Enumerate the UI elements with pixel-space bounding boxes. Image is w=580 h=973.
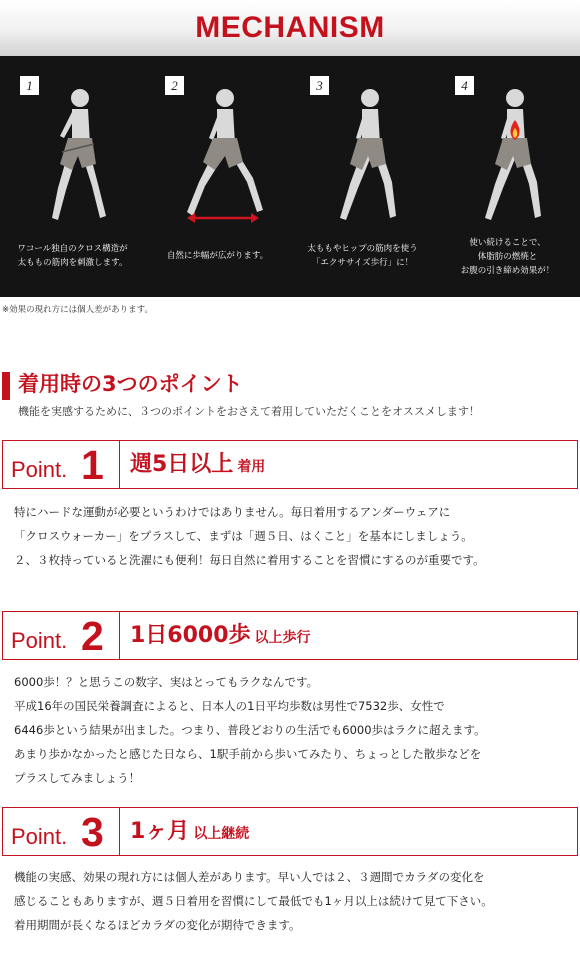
point-label bbox=[3, 612, 120, 659]
body-line: ２、３枚持っていると洗濯にも便利！毎日自然に着用することを習慣にするのが重要です。 bbox=[14, 553, 485, 567]
point-3-header bbox=[2, 807, 578, 856]
point-heading-main: 1日6000歩 bbox=[130, 623, 251, 648]
body-line: 特にハードな運動が必要というわけではありません。毎日着用するアンダーウェアに bbox=[14, 505, 451, 519]
caption-line: 「エクササイズ歩行」に！ bbox=[311, 258, 414, 268]
body-line: プラスしてみましょう！ bbox=[14, 771, 141, 785]
step-number-badge: 4 bbox=[455, 76, 474, 95]
caption-line: 太ももの筋肉を刺激します。 bbox=[17, 258, 128, 268]
step-caption bbox=[0, 242, 145, 270]
mechanism-panel bbox=[0, 56, 580, 297]
section-title: 着用時の3つのポイント bbox=[18, 372, 243, 396]
point-2-header bbox=[2, 611, 578, 660]
mechanism-step-1 bbox=[0, 56, 145, 297]
body-line: 着用期間が長くなるほどカラダの変化が期待できます。 bbox=[14, 918, 301, 932]
disclaimer-note: ※効果の現れ方には個人差があります。 bbox=[2, 305, 153, 315]
step-number-badge: 3 bbox=[310, 76, 329, 95]
body-line: 6000歩！？と思うこの数字、実はとってもラクなんです。 bbox=[14, 675, 319, 689]
caption-line: ワコール独自のクロス構造が bbox=[17, 244, 128, 254]
step-number-badge: 2 bbox=[165, 76, 184, 95]
point-heading-sub: 以上継続 bbox=[193, 826, 250, 842]
step-caption bbox=[145, 249, 290, 263]
point-label bbox=[3, 441, 120, 488]
point-1-header bbox=[2, 440, 578, 489]
walking-figure-3-illustration bbox=[312, 78, 422, 228]
section-subtitle: 機能を実感するために、３つのポイントをおさえて着用していただくことをオススメします！ bbox=[18, 405, 480, 418]
point-heading bbox=[130, 612, 311, 659]
point-heading-sub: 着用 bbox=[237, 459, 266, 475]
step-number-badge: 1 bbox=[20, 76, 39, 95]
point-word: Point. bbox=[11, 824, 68, 849]
body-line: 機能の実感、効果の現れ方には個人差があります。早い人では２、３週間でカラダの変化を bbox=[14, 870, 485, 884]
step-caption bbox=[290, 242, 435, 270]
point-heading-main: 週5日以上 bbox=[130, 452, 234, 477]
point-word: Point. bbox=[11, 457, 68, 482]
section-accent-bar bbox=[2, 372, 10, 400]
point-number: 3 bbox=[81, 809, 104, 855]
point-number: 2 bbox=[81, 613, 104, 659]
body-line: 平成16年の国民栄養調査によると、日本人の1日平均歩数は男性で7532歩、女性で bbox=[14, 699, 445, 713]
page-title: MECHANISM bbox=[195, 11, 385, 44]
point-1-body bbox=[14, 500, 576, 572]
point-number: 1 bbox=[81, 442, 104, 488]
point-word: Point. bbox=[11, 628, 68, 653]
point-heading-main: 1ヶ月 bbox=[130, 819, 190, 844]
caption-line: 体脂肪の燃焼と bbox=[477, 252, 538, 262]
body-line: あまり歩かなかったと感じた日なら、1駅手前から歩いてみたり、ちょっとした散歩などを bbox=[14, 747, 482, 761]
caption-line: 自然に歩幅が広がります。 bbox=[166, 251, 269, 261]
caption-line: 太ももやヒップの筋肉を使う bbox=[307, 244, 418, 254]
point-3-body bbox=[14, 865, 576, 937]
step-caption bbox=[435, 236, 580, 278]
walking-figure-4-illustration bbox=[457, 78, 567, 228]
body-line: 感じることもありますが、週５日着用を習慣にして最低でも1ヶ月以上は続けて見て下さい。 bbox=[14, 894, 493, 908]
point-heading bbox=[130, 808, 249, 855]
mechanism-step-2 bbox=[145, 56, 290, 297]
point-heading bbox=[130, 441, 265, 488]
walking-figure-2-illustration bbox=[167, 78, 277, 228]
walking-figure-1-illustration bbox=[22, 78, 132, 228]
caption-line: 使い続けることで、 bbox=[469, 238, 546, 248]
mechanism-header bbox=[0, 0, 580, 56]
body-line: 6446歩という結果が出ました。つまり、普段どおりの生活でも6000歩はラクに超えます。 bbox=[14, 723, 486, 737]
point-2-body bbox=[14, 670, 576, 790]
mechanism-step-4 bbox=[435, 56, 580, 297]
point-heading-sub: 以上歩行 bbox=[254, 630, 311, 646]
mechanism-step-3 bbox=[290, 56, 435, 297]
point-label bbox=[3, 808, 120, 855]
caption-line: お腹の引き締め効果が！ bbox=[460, 266, 555, 276]
body-line: 「クロスウォーカー」をプラスして、まずは「週５日、はくこと」を基本にしましょう。 bbox=[14, 529, 473, 543]
